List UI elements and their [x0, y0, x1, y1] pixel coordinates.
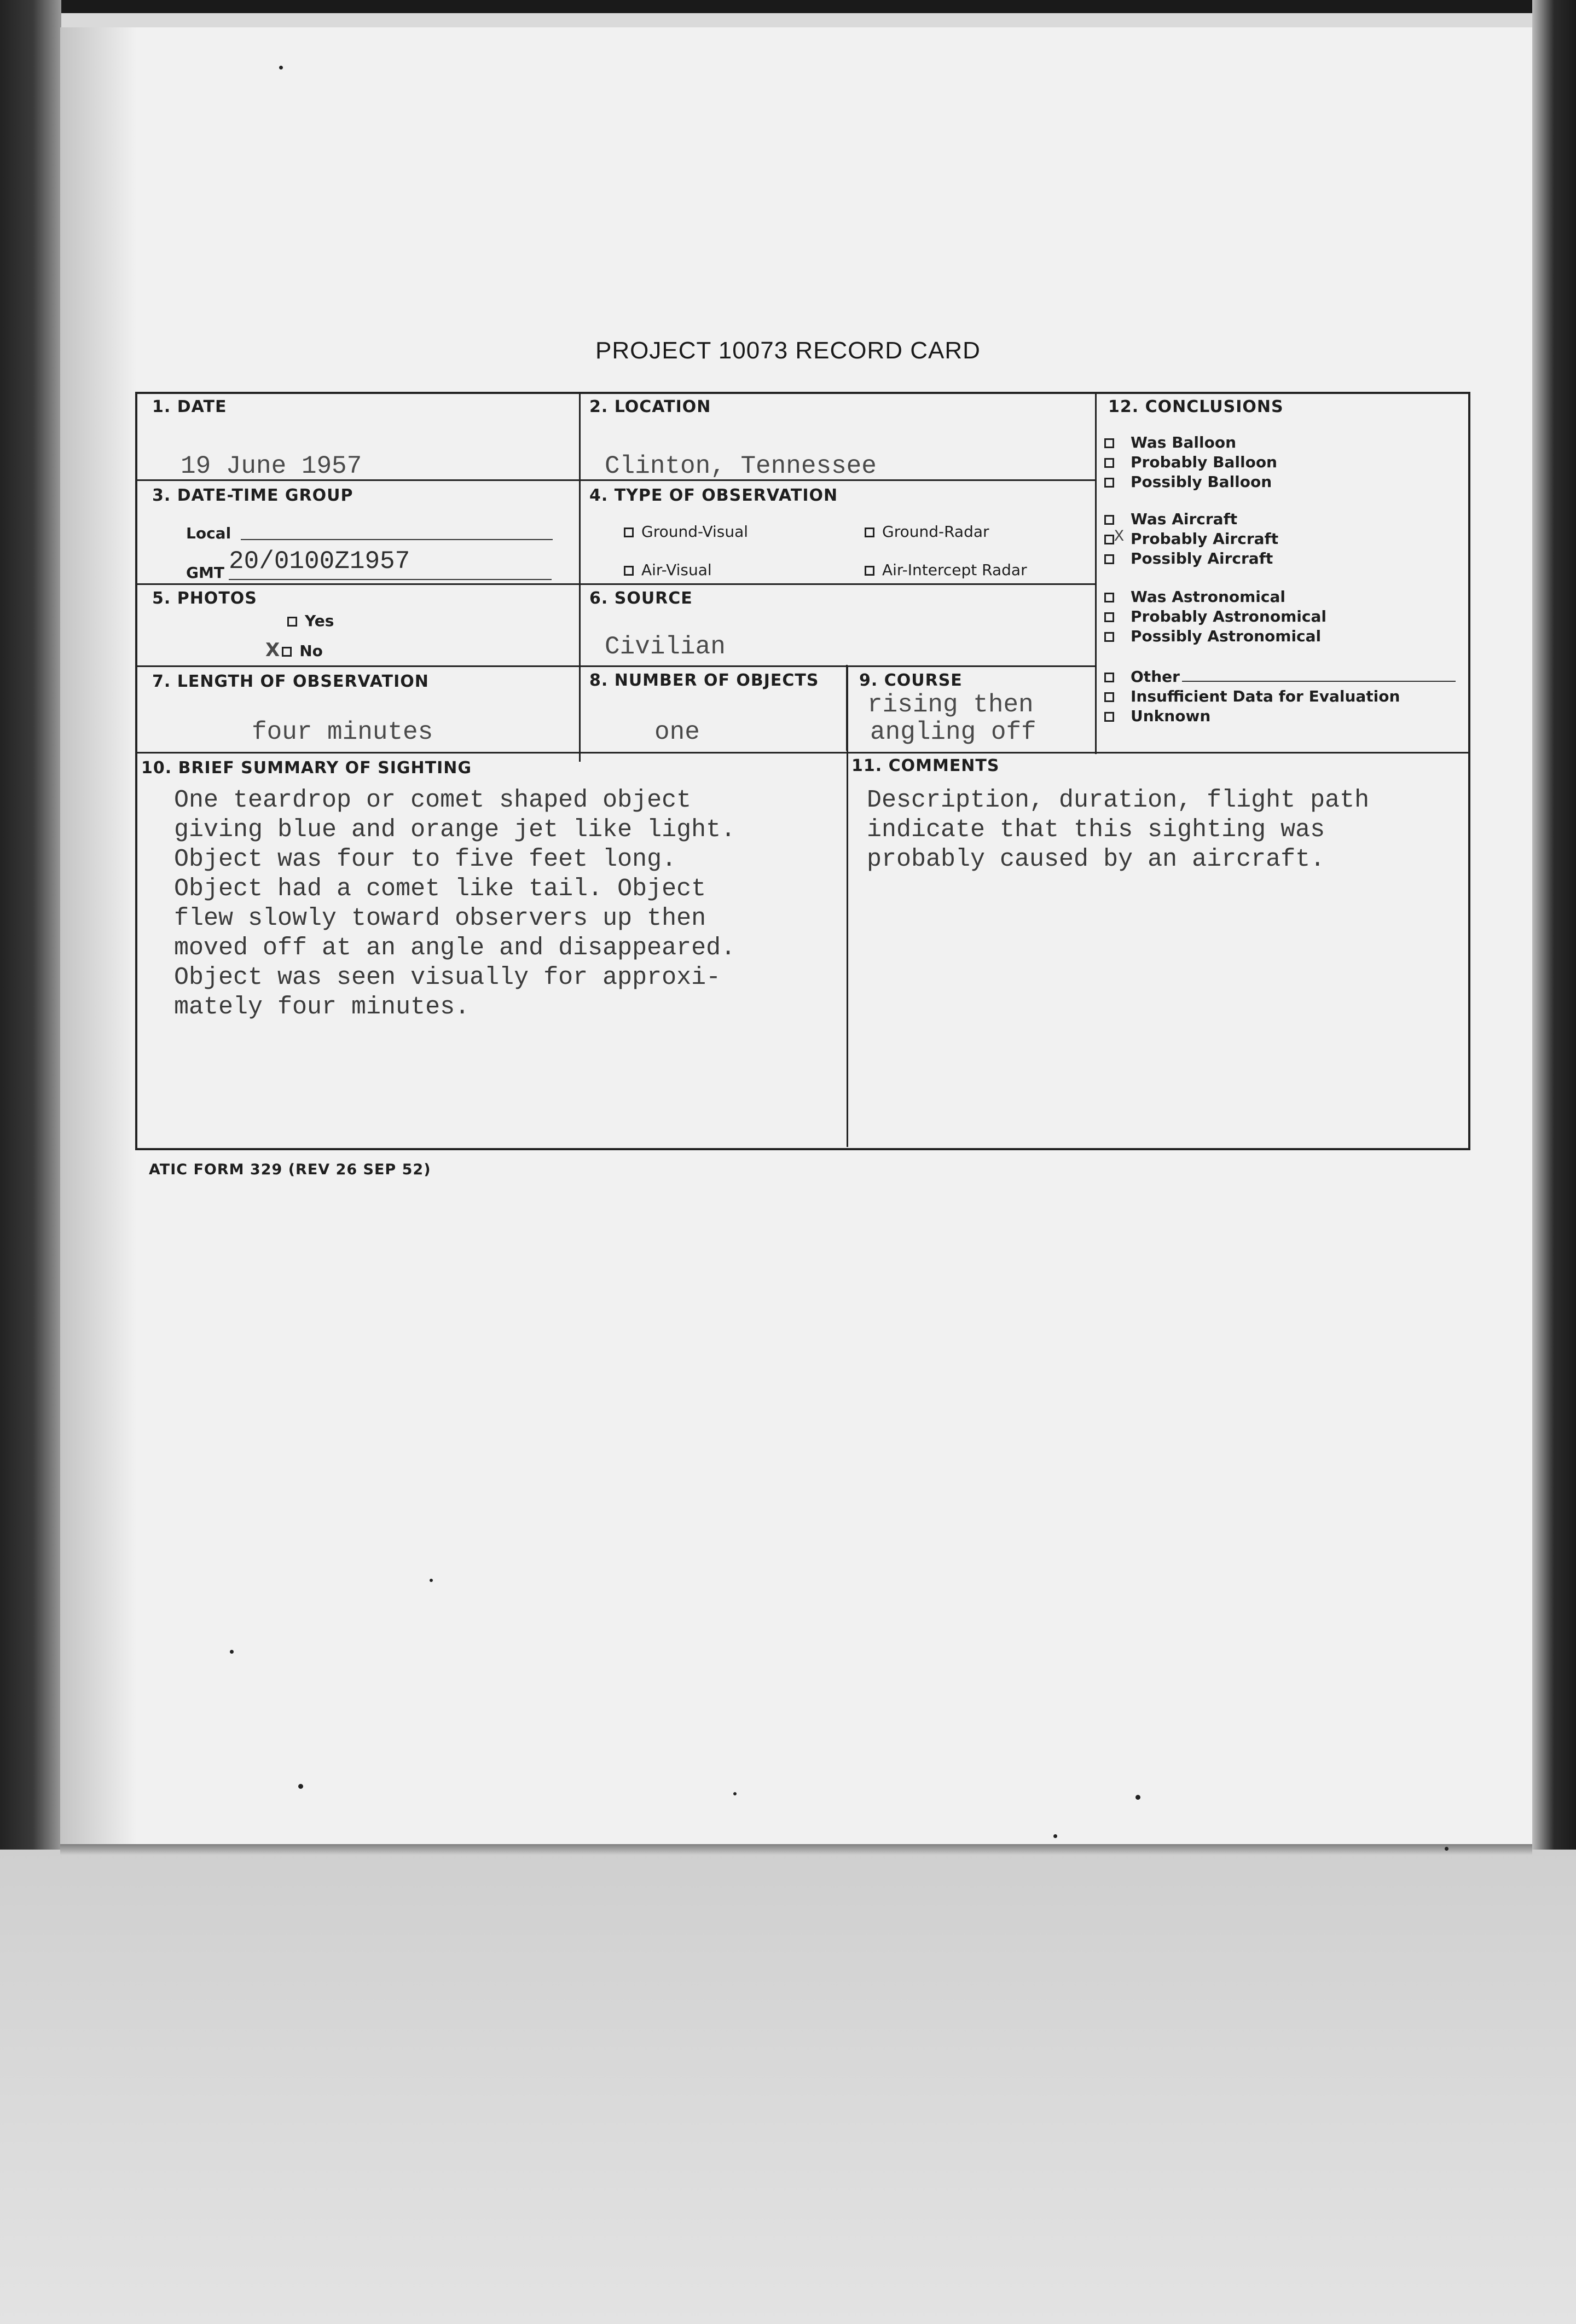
local-label: Local: [186, 524, 231, 542]
comments-line: Description, duration, flight path: [867, 786, 1370, 814]
gmt-label: GMT: [186, 564, 224, 582]
conclusion-label: Was Balloon: [1131, 433, 1237, 451]
summary-line: Object had a comet like tail. Object: [174, 875, 706, 903]
speck: [279, 66, 283, 69]
checkbox-ground-visual: [624, 528, 634, 537]
conclusion-selected-mark: X: [1114, 528, 1125, 546]
number-of-objects-value: one: [654, 718, 700, 746]
conclusion-option: [1104, 668, 1456, 686]
summary-line: mately four minutes.: [174, 993, 470, 1021]
scan-top-edge: [0, 0, 1576, 13]
gmt-value: 20/0100Z1957: [229, 547, 410, 576]
location-label: 2. LOCATION: [589, 397, 711, 416]
option-air-intercept-radar: [865, 561, 1027, 579]
speck: [298, 1784, 303, 1789]
summary-label: 10. BRIEF SUMMARY OF SIGHTING: [141, 758, 472, 778]
comments-line: indicate that this sighting was: [867, 816, 1325, 844]
photos-label: 5. PHOTOS: [152, 589, 257, 608]
divider: [137, 583, 1095, 585]
checkbox-photos-no: [282, 647, 292, 657]
scan-background: [0, 1850, 1576, 2324]
option-label: Air-Intercept Radar: [882, 561, 1027, 579]
divider: [1095, 394, 1097, 754]
date-label: 1. DATE: [152, 397, 227, 416]
option-air-visual: [624, 561, 712, 579]
gmt-line: [229, 579, 552, 580]
speck: [733, 1792, 737, 1795]
checkbox-ground-radar: [865, 528, 874, 537]
option-label: Air-Visual: [641, 561, 712, 579]
conclusion-label: Insufficient Data for Evaluation: [1131, 687, 1400, 705]
scan-right-edge: [1532, 0, 1576, 1904]
source-value: Civilian: [605, 633, 726, 661]
comments-label: 11. COMMENTS: [851, 756, 1000, 775]
conclusion-option: [1104, 588, 1285, 606]
source-label: 6. SOURCE: [589, 589, 693, 608]
conclusion-option: [1104, 707, 1210, 725]
photos-no-mark: X: [265, 639, 280, 661]
scan-left-edge: [0, 0, 61, 1850]
date-time-group-label: 3. DATE-TIME GROUP: [152, 486, 354, 505]
conclusion-checkbox: [1104, 712, 1114, 722]
conclusion-label: Unknown: [1131, 707, 1211, 725]
photos-yes-label: Yes: [305, 612, 334, 630]
conclusion-option: [1104, 607, 1326, 625]
checkbox-air-intercept-radar: [865, 566, 874, 576]
conclusion-option: [1104, 687, 1400, 705]
divider: [137, 752, 1469, 754]
other-line: [1182, 669, 1456, 682]
conclusion-checkbox: [1104, 692, 1114, 702]
conclusion-label: Was Aircraft: [1131, 510, 1238, 528]
conclusion-label: Possibly Astronomical: [1131, 627, 1322, 645]
course-line-2: angling off: [870, 718, 1036, 746]
type-of-observation-label: 4. TYPE OF OBSERVATION: [589, 486, 838, 505]
length-of-observation-value: four minutes: [252, 718, 433, 746]
conclusion-checkbox: [1104, 458, 1114, 468]
speck: [1445, 1847, 1448, 1851]
length-of-observation-label: 7. LENGTH OF OBSERVATION: [152, 672, 429, 691]
photos-no: [265, 639, 323, 661]
divider: [579, 394, 581, 762]
conclusion-option: [1104, 549, 1273, 567]
form-id: ATIC FORM 329 (REV 26 SEP 52): [149, 1161, 431, 1178]
conclusion-checkbox: [1104, 554, 1114, 564]
summary-line: giving blue and orange jet like light.: [174, 816, 736, 844]
summary-line: flew slowly toward observers up then: [174, 905, 706, 932]
option-label: Ground-Radar: [882, 523, 989, 541]
option-label: Ground-Visual: [641, 523, 749, 541]
conclusion-label: Possibly Balloon: [1131, 473, 1272, 491]
conclusion-checkbox: [1104, 438, 1114, 448]
checkbox-photos-yes: [287, 617, 297, 627]
checkbox-air-visual: [624, 566, 634, 576]
conclusion-checkbox: [1104, 535, 1114, 544]
conclusion-option: [1104, 473, 1272, 491]
comments-text: [867, 786, 1369, 874]
photos-no-label: No: [299, 642, 323, 660]
conclusion-checkbox: [1104, 478, 1114, 488]
speck: [230, 1650, 234, 1654]
course-line-1: rising then: [867, 691, 1034, 719]
conclusion-label: Other: [1131, 668, 1180, 686]
summary-text: [174, 786, 735, 1022]
location-value: Clinton, Tennessee: [605, 452, 877, 480]
summary-line: Object was four to five feet long.: [174, 845, 677, 873]
conclusion-label: Probably Astronomical: [1131, 607, 1326, 625]
conclusion-label: Possibly Aircraft: [1131, 549, 1273, 567]
conclusion-checkbox: [1104, 673, 1114, 682]
option-ground-radar: [865, 523, 989, 541]
conclusion-checkbox: [1104, 515, 1114, 525]
card-title: PROJECT 10073 RECORD CARD: [595, 337, 981, 364]
photos-yes: [287, 612, 334, 630]
summary-line: Object was seen visually for approxi-: [174, 964, 721, 992]
conclusion-option: [1104, 510, 1237, 528]
speck: [1135, 1795, 1140, 1800]
conclusions-label: 12. CONCLUSIONS: [1108, 397, 1284, 416]
sheet-edge-shading: [60, 27, 137, 1844]
summary-line: moved off at an angle and disappeared.: [174, 934, 736, 962]
comments-line: probably caused by an aircraft.: [867, 845, 1325, 873]
divider: [137, 665, 1095, 667]
summary-line: One teardrop or comet shaped object: [174, 786, 692, 814]
option-ground-visual: [624, 523, 748, 541]
conclusion-option: [1104, 453, 1277, 471]
conclusion-label: Was Astronomical: [1131, 588, 1285, 606]
number-of-objects-label: 8. NUMBER OF OBJECTS: [589, 671, 819, 690]
conclusion-option: [1104, 433, 1236, 451]
conclusion-checkbox: [1104, 632, 1114, 642]
course-label: 9. COURSE: [859, 671, 963, 690]
divider: [846, 665, 848, 751]
local-line: [241, 539, 553, 540]
speck: [1053, 1834, 1057, 1838]
conclusion-option: [1104, 530, 1278, 548]
conclusion-label: Probably Aircraft: [1131, 530, 1279, 548]
date-value: 19 June 1957: [181, 452, 362, 480]
conclusion-checkbox: [1104, 593, 1114, 602]
conclusion-option: [1104, 627, 1321, 645]
conclusion-checkbox: [1104, 612, 1114, 622]
speck: [430, 1579, 433, 1582]
conclusion-label: Probably Balloon: [1131, 453, 1277, 471]
